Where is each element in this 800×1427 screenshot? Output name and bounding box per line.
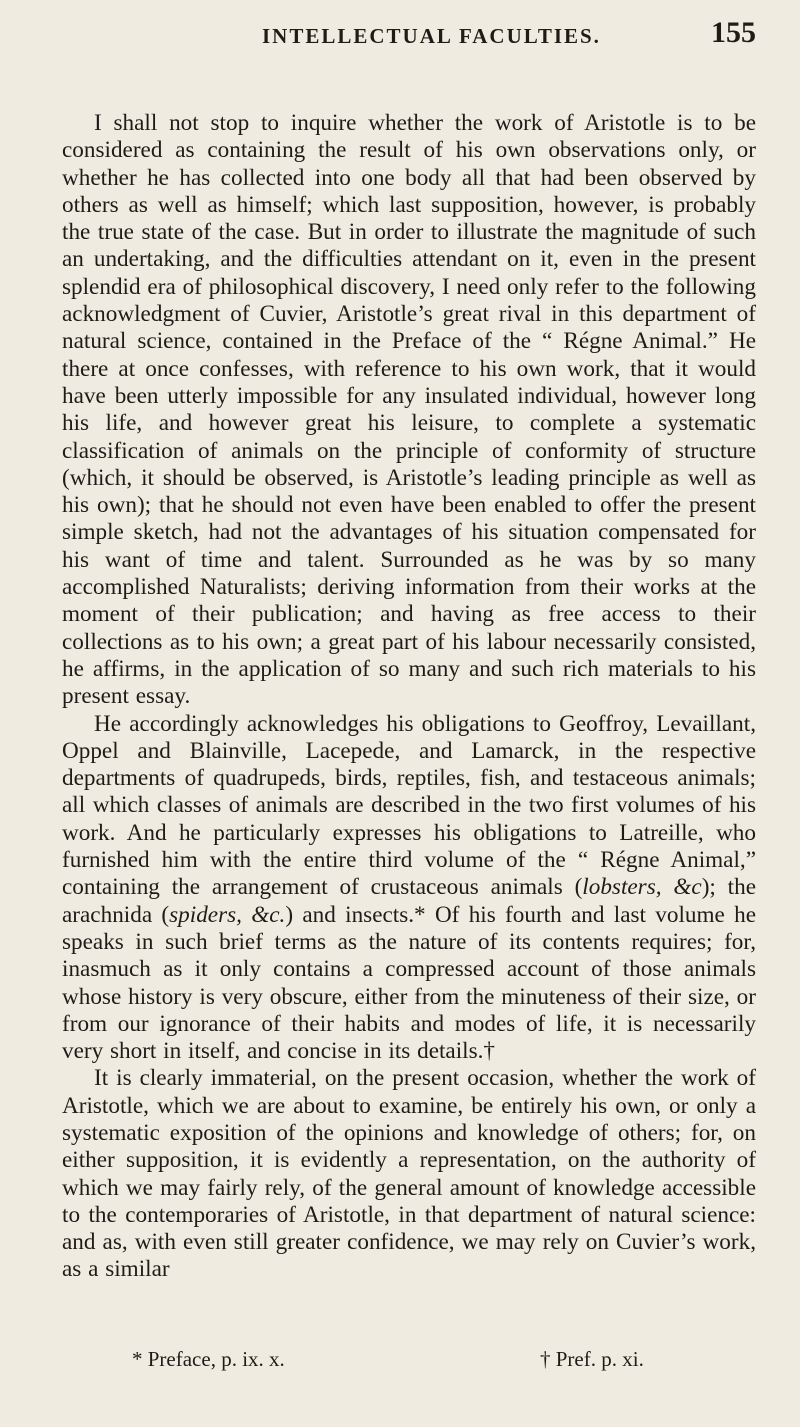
page-number: 155 [711, 16, 756, 49]
paragraph-text: ); the arachnida ( [62, 874, 756, 928]
paragraph [62, 711, 756, 1066]
paragraph-text: He accordingly acknowledges his obligations to Geoffroy, Levaillant, Oppel and Blainville, Lacepede, and Lamarck, in the respective departments of quadrupeds, birds, reptiles, fish, and testaceous animals; all which classes of animals are described in the two first volumes of his work. And he particularly expresses his obligations to Latreille, who furnished him with the entire third volume of the “ Régne Animal,” containing the arrangement of crustaceous animals ( [62, 710, 756, 901]
paragraph [62, 1065, 756, 1283]
footnote: * Preface, p. ix. x. [132, 1347, 285, 1371]
running-head [62, 0, 756, 56]
running-title: INTELLECTUAL FACULTIES. [262, 24, 601, 48]
paragraph-text: I shall not stop to inquire whether the work of Aristotle is to be considered as containing the result of his own observations only, or whether he has collected into one body all that had been observed by others as well as himself; which last supposition, however, is probably the true state of the case. But in order to illustrate the magnitude of such an undertaking, and the difficulties attendant on it, even in the present splendid era of philosophical discovery, I need only refer to the following acknowledgment of Cuvier, Aristotle’s great rival in this department of natural science, contained in the Preface of the “ Régne Animal.” He there at once confesses, with reference to his own work, that it would have been utterly impossible for any insulated individual, however long his life, and however great his leisure, to complete a systematic classification of animals on the principle of conformity of structure (which, it should be observed, is Aristotle’s leading principle as well as his own); that he should not even have been enabled to offer the present simple sketch, had not the advantages of his situation compensated for his want of time and talent. Surrounded as he was by so many accomplished Naturalists; deriving information from their works at the moment of their publication; and having as free access to their collections as to his own; a great part of his labour necessarily consisted, he affirms, in the application of so many and such rich materials to his present essay. [62, 110, 756, 710]
italic-text: lobsters, &c [582, 874, 702, 901]
paragraph-text: It is clearly immaterial, on the present occasion, whether the work of Aristotle, which we are about to examine, be entirely his own, or only a systematic exposition of the opinions and knowledge of others; for, on either supposition, it is evidently a representation, on the authority of which we may fairly rely, of the general amount of knowledge accessible to the contemporaries of Aristotle, in that department of natural science: and as, with even still greater confidence, we may rely on Cuvier’s work, as a similar [62, 1065, 756, 1283]
italic-text: spiders, &c. [169, 901, 286, 928]
body-text [62, 110, 756, 1284]
paragraph-text: ) and insects.* Of his fourth and last volume he speaks in such brief terms as the nature of its contents requires; for, inasmuch as it only contains a compressed account of those animals whose history is very obscure, either from the minuteness of their size, or from our ignorance of their habits and modes of life, it is necessarily very short in itself, and concise in its details.† [62, 901, 757, 1065]
footnote: † Pref. p. xi. [540, 1347, 644, 1371]
footnotes [132, 1347, 756, 1377]
paragraph [62, 110, 756, 711]
